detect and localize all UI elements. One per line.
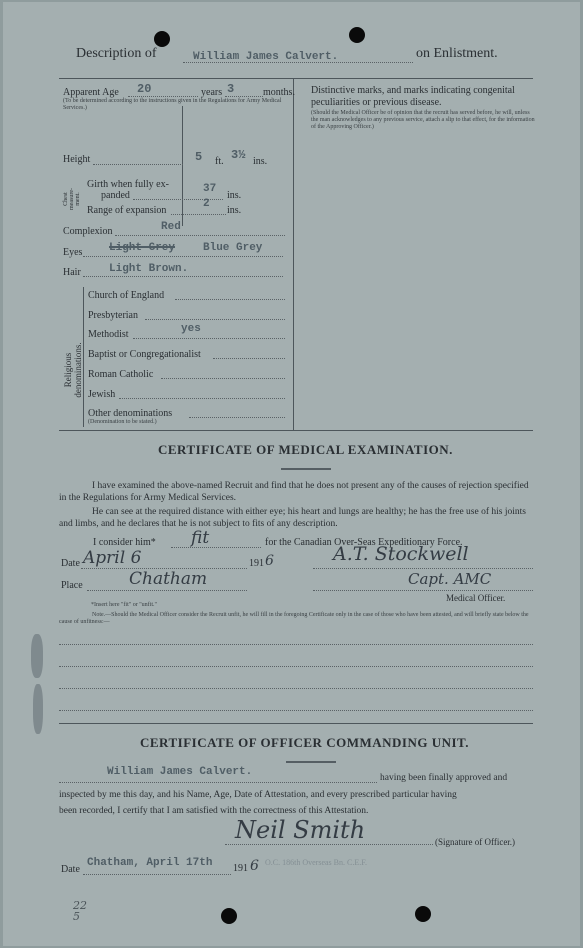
height-ft: 5 <box>195 150 203 164</box>
fit-value: fit <box>191 528 210 548</box>
medical-officer-signature: A.T. Stockwell <box>333 543 469 565</box>
height-in: 3½ <box>231 148 246 162</box>
commanding-title: CERTIFICATE OF OFFICER COMMANDING UNIT. <box>140 735 469 750</box>
edge-stain <box>33 684 43 734</box>
eyes-value: Blue Grey <box>203 242 263 254</box>
officer-rank: Capt. AMC <box>408 570 492 588</box>
religion-jewish: Jewish <box>88 389 116 400</box>
religion-other: Other denominations <box>88 408 173 419</box>
unit-stamp: O.C. 186th Overseas Bn. C.E.F. <box>265 858 368 867</box>
age-months: 3 <box>227 82 235 96</box>
recruit-name: William James Calvert. <box>193 51 339 63</box>
commanding-date: Chatham, April 17th <box>87 857 213 869</box>
religion-presbyterian: Presbyterian <box>88 310 138 321</box>
header-label: Description of <box>76 46 157 61</box>
medical-place: Chatham <box>129 569 208 589</box>
religion-baptist: Baptist or Congregationalist <box>88 349 201 360</box>
punch-hole <box>221 908 237 924</box>
punch-hole <box>349 27 365 43</box>
girth-value: 37 <box>203 183 217 195</box>
religion-methodist: Methodist <box>88 329 129 340</box>
religion-methodist-value: yes <box>181 323 201 335</box>
corner-note: 22 5 <box>73 899 87 923</box>
header-label-right: on Enlistment. <box>416 46 498 61</box>
attestation-page: Description of William James Calvert. on Enlistment. Apparent Age 20 years 3 months. (To be determined according to the instructions given in the Regulations for Army Medical Services.) Height 5 ft. 3½ ins. Chest measure-ment. Girth when fully ex- panded 37 ins. Range of expansion 2 ins. Complexion Red Eyes Light Grey Blue Grey Hair Light Brown. Religious denominations. Church of England Presbyterian Methodist yes Baptist or Congregationalist Roman Catholic Jewish Other denominations (Denomination to be stated.) Distinctive marks, and marks indicating congenital peculiarities or previous disease. (Should the Medical Officer be of opinion that the recruit has served before, he will, unless the man acknowledges to any previous service, attach a slip to that effect, for the information of the Approving Officer.) CERTIFICATE OF MEDICAL EXAMINATION. I have examined the above-named Recruit and find that he does not present any of the causes of rejection specified in the Regulations for Army Medical Services. He can see at the required distance with either eye; his heart and lungs are healthy; he has the free use of his joints and limbs, and he declares that he is not subject to fits of any description. I consider him* fit for the Canadian Over-Seas Expeditionary Force. Date April 6 191 6 A.T. Stockwell Place Chatham Capt. AMC Medical Officer. *Insert here "fit" or "unfit." Note.—Should the Medical Officer consider the Recruit unfit, he will fill in the foregoing Certificate only in the case of those who have been attested, and will briefly state below the cause of unfitness:— CERTIFICATE OF OFFICER COMMANDING UNIT. William James Calvert. having been finally approved and inspected by me this day, and his Name, Age, Date of Attestation, and every prescribed particular having been recorded, I certify that I am satisfied with the correctness of this Attestation. Neil Smith (Signature of Officer.) Date Chatham, April 17th 191 6 O.C. 186th Overseas Bn. C.E.F. 22 5 <box>3 2 580 946</box>
edge-stain <box>31 634 43 678</box>
age-years: 20 <box>137 82 152 96</box>
medical-date: April 6 <box>83 548 142 568</box>
commanding-officer-signature: Neil Smith <box>235 816 366 844</box>
complexion-value: Red <box>161 221 181 233</box>
range-value: 2 <box>203 198 210 210</box>
hair-value: Light Brown. <box>109 263 189 275</box>
commanding-recruit-name: William James Calvert. <box>107 766 253 778</box>
punch-hole <box>415 906 431 922</box>
punch-hole <box>154 31 170 47</box>
religion-roman-catholic: Roman Catholic <box>88 369 154 380</box>
religion-church-of-england: Church of England <box>88 290 165 301</box>
eyes-struck: Light Grey <box>109 242 176 254</box>
medical-title: CERTIFICATE OF MEDICAL EXAMINATION. <box>158 442 453 457</box>
